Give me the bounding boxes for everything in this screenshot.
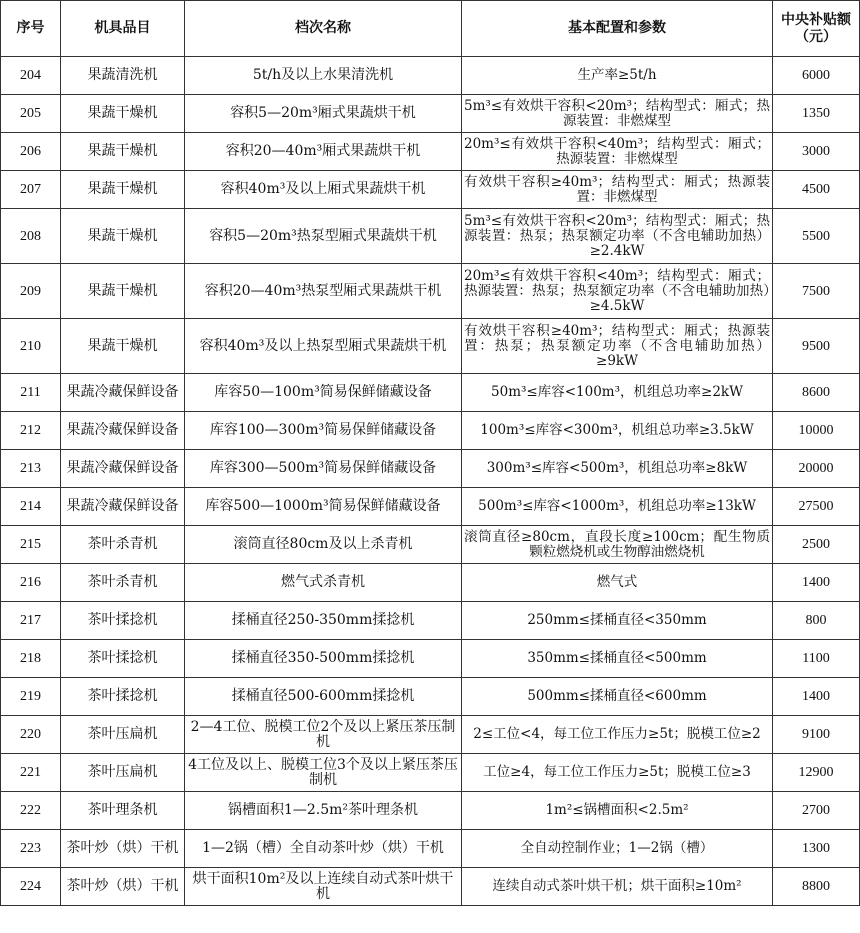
cell-config: 500mm≤揉桶直径<600mm bbox=[462, 678, 773, 716]
table-row bbox=[1, 868, 860, 906]
table-row bbox=[1, 602, 860, 640]
cell-seq: 224 bbox=[1, 868, 61, 906]
cell-config: 1m²≤锅槽面积<2.5m² bbox=[462, 792, 773, 830]
cell-seq: 217 bbox=[1, 602, 61, 640]
cell-seq: 205 bbox=[1, 95, 61, 133]
cell-subsidy: 1100 bbox=[773, 640, 860, 678]
cell-seq: 206 bbox=[1, 133, 61, 171]
cell-seq: 212 bbox=[1, 412, 61, 450]
cell-item: 果蔬干燥机 bbox=[61, 171, 185, 209]
cell-item: 果蔬干燥机 bbox=[61, 264, 185, 319]
cell-seq: 210 bbox=[1, 319, 61, 374]
table-row bbox=[1, 488, 860, 526]
cell-grade: 4工位及以上、脱模工位3个及以上紧压茶压制机 bbox=[185, 754, 462, 792]
cell-item: 茶叶压扁机 bbox=[61, 754, 185, 792]
cell-grade: 容积40m³及以上热泵型厢式果蔬烘干机 bbox=[185, 319, 462, 374]
cell-grade: 容积5—20m³厢式果蔬烘干机 bbox=[185, 95, 462, 133]
cell-subsidy: 6000 bbox=[773, 57, 860, 95]
cell-seq: 219 bbox=[1, 678, 61, 716]
cell-seq: 214 bbox=[1, 488, 61, 526]
cell-item: 茶叶揉捻机 bbox=[61, 678, 185, 716]
cell-item: 果蔬干燥机 bbox=[61, 95, 185, 133]
table-row bbox=[1, 830, 860, 868]
cell-seq: 209 bbox=[1, 264, 61, 319]
header-row bbox=[1, 1, 860, 57]
cell-config: 5m³≤有效烘干容积<20m³；结构型式：厢式；热源装置：热泵；热泵额定功率（不含电辅助加热）≥2.4kW bbox=[462, 209, 773, 264]
cell-seq: 207 bbox=[1, 171, 61, 209]
cell-grade: 库容50—100m³简易保鲜储藏设备 bbox=[185, 374, 462, 412]
table-row bbox=[1, 264, 860, 319]
table-row bbox=[1, 171, 860, 209]
cell-seq: 213 bbox=[1, 450, 61, 488]
cell-config: 500m³≤库容<1000m³，机组总功率≥13kW bbox=[462, 488, 773, 526]
cell-config: 连续自动式茶叶烘干机；烘干面积≥10m² bbox=[462, 868, 773, 906]
cell-config: 全自动控制作业；1—2锅（槽） bbox=[462, 830, 773, 868]
cell-grade: 揉桶直径500-600mm揉捻机 bbox=[185, 678, 462, 716]
cell-subsidy: 1350 bbox=[773, 95, 860, 133]
cell-grade: 揉桶直径250-350mm揉捻机 bbox=[185, 602, 462, 640]
cell-grade: 容积20—40m³厢式果蔬烘干机 bbox=[185, 133, 462, 171]
table-row bbox=[1, 209, 860, 264]
cell-grade: 库容300—500m³简易保鲜储藏设备 bbox=[185, 450, 462, 488]
table-row bbox=[1, 678, 860, 716]
cell-config: 350mm≤揉桶直径<500mm bbox=[462, 640, 773, 678]
table-row bbox=[1, 564, 860, 602]
cell-item: 茶叶揉捻机 bbox=[61, 602, 185, 640]
cell-subsidy: 2700 bbox=[773, 792, 860, 830]
cell-subsidy: 5500 bbox=[773, 209, 860, 264]
cell-subsidy: 10000 bbox=[773, 412, 860, 450]
table-row bbox=[1, 57, 860, 95]
cell-subsidy: 1300 bbox=[773, 830, 860, 868]
cell-subsidy: 8800 bbox=[773, 868, 860, 906]
cell-item: 果蔬冷藏保鲜设备 bbox=[61, 374, 185, 412]
cell-config: 有效烘干容积≥40m³；结构型式：厢式；热源装置：热泵；热泵额定功率（不含电辅助加热）≥9kW bbox=[462, 319, 773, 374]
table-row bbox=[1, 412, 860, 450]
cell-grade: 库容500—1000m³简易保鲜储藏设备 bbox=[185, 488, 462, 526]
cell-config: 滚筒直径≥80cm，直段长度≥100cm；配生物质颗粒燃烧机或生物醇油燃烧机 bbox=[462, 526, 773, 564]
cell-subsidy: 27500 bbox=[773, 488, 860, 526]
cell-subsidy: 800 bbox=[773, 602, 860, 640]
cell-subsidy: 1400 bbox=[773, 678, 860, 716]
cell-item: 茶叶炒（烘）干机 bbox=[61, 830, 185, 868]
cell-config: 250mm≤揉桶直径<350mm bbox=[462, 602, 773, 640]
cell-item: 果蔬干燥机 bbox=[61, 209, 185, 264]
cell-grade: 锅槽面积1—2.5m²茶叶理条机 bbox=[185, 792, 462, 830]
cell-item: 茶叶杀青机 bbox=[61, 564, 185, 602]
table-row bbox=[1, 716, 860, 754]
header-seq: 序号 bbox=[1, 1, 61, 57]
table-row bbox=[1, 95, 860, 133]
cell-seq: 211 bbox=[1, 374, 61, 412]
cell-grade: 库容100—300m³简易保鲜储藏设备 bbox=[185, 412, 462, 450]
cell-subsidy: 8600 bbox=[773, 374, 860, 412]
cell-seq: 216 bbox=[1, 564, 61, 602]
cell-grade: 5t/h及以上水果清洗机 bbox=[185, 57, 462, 95]
cell-item: 果蔬冷藏保鲜设备 bbox=[61, 488, 185, 526]
cell-config: 生产率≥5t/h bbox=[462, 57, 773, 95]
cell-item: 茶叶压扁机 bbox=[61, 716, 185, 754]
table-row bbox=[1, 792, 860, 830]
cell-item: 果蔬冷藏保鲜设备 bbox=[61, 450, 185, 488]
cell-seq: 222 bbox=[1, 792, 61, 830]
header-grade: 档次名称 bbox=[185, 1, 462, 57]
cell-config: 100m³≤库容<300m³，机组总功率≥3.5kW bbox=[462, 412, 773, 450]
cell-config: 工位≥4，每工位工作压力≥5t；脱模工位≥3 bbox=[462, 754, 773, 792]
cell-config: 有效烘干容积≥40m³；结构型式：厢式；热源装置：非燃煤型 bbox=[462, 171, 773, 209]
cell-seq: 223 bbox=[1, 830, 61, 868]
cell-grade: 烘干面积10m²及以上连续自动式茶叶烘干机 bbox=[185, 868, 462, 906]
table-row bbox=[1, 374, 860, 412]
cell-subsidy: 7500 bbox=[773, 264, 860, 319]
cell-config: 300m³≤库容<500m³，机组总功率≥8kW bbox=[462, 450, 773, 488]
cell-subsidy: 3000 bbox=[773, 133, 860, 171]
cell-grade: 滚筒直径80cm及以上杀青机 bbox=[185, 526, 462, 564]
header-item: 机具品目 bbox=[61, 1, 185, 57]
table-row bbox=[1, 754, 860, 792]
cell-seq: 208 bbox=[1, 209, 61, 264]
table-row bbox=[1, 526, 860, 564]
cell-item: 茶叶杀青机 bbox=[61, 526, 185, 564]
cell-seq: 221 bbox=[1, 754, 61, 792]
cell-grade: 1—2锅（槽）全自动茶叶炒（烘）干机 bbox=[185, 830, 462, 868]
cell-seq: 220 bbox=[1, 716, 61, 754]
table-body bbox=[1, 57, 860, 906]
table-row bbox=[1, 133, 860, 171]
cell-seq: 215 bbox=[1, 526, 61, 564]
table-row bbox=[1, 640, 860, 678]
cell-grade: 容积20—40m³热泵型厢式果蔬烘干机 bbox=[185, 264, 462, 319]
cell-seq: 204 bbox=[1, 57, 61, 95]
cell-grade: 燃气式杀青机 bbox=[185, 564, 462, 602]
cell-item: 茶叶揉捻机 bbox=[61, 640, 185, 678]
cell-subsidy: 20000 bbox=[773, 450, 860, 488]
cell-item: 果蔬清洗机 bbox=[61, 57, 185, 95]
table-row bbox=[1, 450, 860, 488]
cell-item: 果蔬干燥机 bbox=[61, 133, 185, 171]
cell-config: 50m³≤库容<100m³，机组总功率≥2kW bbox=[462, 374, 773, 412]
cell-config: 2≤工位<4，每工位工作压力≥5t；脱模工位≥2 bbox=[462, 716, 773, 754]
cell-seq: 218 bbox=[1, 640, 61, 678]
cell-item: 果蔬冷藏保鲜设备 bbox=[61, 412, 185, 450]
cell-subsidy: 4500 bbox=[773, 171, 860, 209]
cell-grade: 2—4工位、脱模工位2个及以上紧压茶压制机 bbox=[185, 716, 462, 754]
header-subsidy: 中央补贴额（元） bbox=[773, 1, 860, 57]
cell-item: 茶叶理条机 bbox=[61, 792, 185, 830]
cell-grade: 容积40m³及以上厢式果蔬烘干机 bbox=[185, 171, 462, 209]
cell-config: 燃气式 bbox=[462, 564, 773, 602]
cell-grade: 揉桶直径350-500mm揉捻机 bbox=[185, 640, 462, 678]
cell-subsidy: 1400 bbox=[773, 564, 860, 602]
header-config: 基本配置和参数 bbox=[462, 1, 773, 57]
cell-item: 茶叶炒（烘）干机 bbox=[61, 868, 185, 906]
cell-subsidy: 12900 bbox=[773, 754, 860, 792]
table-row bbox=[1, 319, 860, 374]
cell-config: 20m³≤有效烘干容积<40m³；结构型式：厢式；热源装置：非燃煤型 bbox=[462, 133, 773, 171]
cell-config: 20m³≤有效烘干容积<40m³；结构型式：厢式；热源装置：热泵；热泵额定功率（不含电辅助加热）≥4.5kW bbox=[462, 264, 773, 319]
cell-grade: 容积5—20m³热泵型厢式果蔬烘干机 bbox=[185, 209, 462, 264]
cell-config: 5m³≤有效烘干容积<20m³；结构型式：厢式；热源装置：非燃煤型 bbox=[462, 95, 773, 133]
cell-subsidy: 9100 bbox=[773, 716, 860, 754]
cell-subsidy: 9500 bbox=[773, 319, 860, 374]
cell-subsidy: 2500 bbox=[773, 526, 860, 564]
cell-item: 果蔬干燥机 bbox=[61, 319, 185, 374]
